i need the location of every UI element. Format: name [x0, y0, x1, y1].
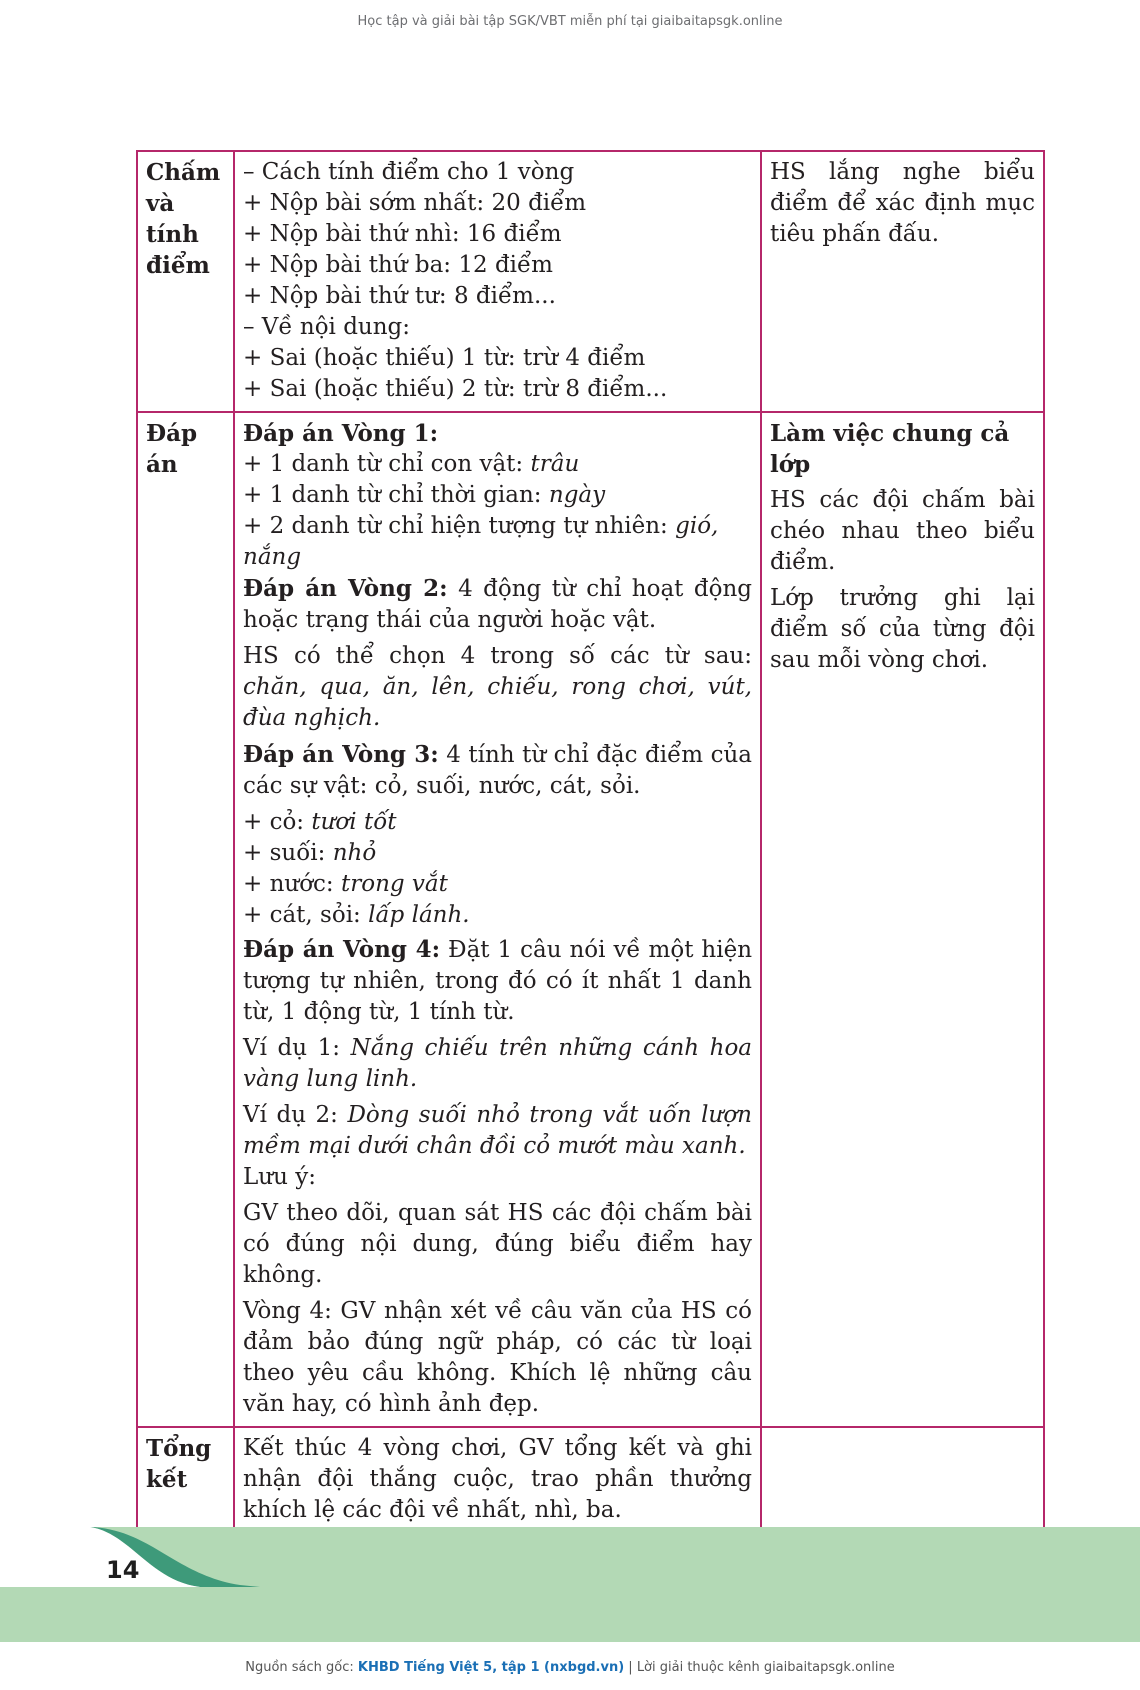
note-2: Vòng 4: GV nhận xét về câu văn của HS có đảm bảo đúng ngữ pháp, có các từ loại theo yêu cầu không. Khích lệ những câu văn hay, có hình ảnh đẹp. [243, 1298, 752, 1417]
round-3-text: Đáp án Vòng 3: 4 tính từ chỉ đặc điểm của các sự vật: cỏ, suối, nước, cát, sỏi. [243, 741, 752, 799]
content-cell [234, 1427, 761, 1533]
list-item: + Sai (hoặc thiếu) 2 từ: trừ 8 điểm... [243, 376, 668, 402]
note-1: GV theo dõi, quan sát HS các đội chấm bài có đúng nội dung, đúng biểu điểm hay không. [243, 1200, 752, 1288]
list-item: + suối: nhỏ [243, 840, 377, 866]
summary-text: Kết thúc 4 vòng chơi, GV tổng kết và ghi nhận đội thắng cuộc, trao phần thưởng khích lệ các đội về nhất, nhì, ba. [243, 1435, 752, 1523]
activity-text: HS các đội chấm bài chéo nhau theo biểu điểm. [770, 487, 1035, 575]
activity-cell [761, 151, 1044, 412]
list-item: + Nộp bài thứ tư: 8 điểm... [243, 283, 556, 309]
list-item: + 2 danh từ chỉ hiện tượng tự nhiên: gió, nắng [243, 513, 719, 570]
content-cell [234, 151, 761, 412]
table-row [137, 151, 1044, 412]
note-label: Lưu ý: [243, 1164, 316, 1190]
list-item: + 1 danh từ chỉ con vật: trâu [243, 451, 580, 477]
activity-text: Lớp trưởng ghi lại điểm số của từng đội sau mỗi vòng chơi. [770, 585, 1035, 673]
list-item: – Cách tính điểm cho 1 vòng [243, 159, 575, 185]
footer-note: Nguồn sách gốc: KHBD Tiếng Việt 5, tập 1 (nxbgd.vn) | Lời giải thuộc kênh giaibaitapsgk.online [245, 1660, 895, 1675]
content-cell [234, 412, 761, 1427]
list-item: + Nộp bài thứ ba: 12 điểm [243, 252, 553, 278]
lesson-table [136, 150, 1045, 1534]
activity-text: HS lắng nghe biểu điểm để xác định mục tiêu phấn đấu. [770, 159, 1035, 247]
list-item: + Nộp bài thứ nhì: 16 điểm [243, 221, 562, 247]
round-2-text: Đáp án Vòng 2: 4 động từ chỉ hoạt động hoặc trạng thái của người hoặc vật. [243, 575, 752, 633]
row-label: Tổng kết [137, 1427, 234, 1533]
list-item: + 1 danh từ chỉ thời gian: ngày [243, 482, 606, 508]
row-label: Đáp án [137, 412, 234, 1427]
activity-cell [761, 412, 1044, 1427]
example-2: Ví dụ 2: Dòng suối nhỏ trong vắt uốn lượn mềm mại dưới chân đồi cỏ mướt màu xanh. [243, 1102, 752, 1159]
table-row [137, 1427, 1044, 1533]
list-item: + Sai (hoặc thiếu) 1 từ: trừ 4 điểm [243, 345, 646, 371]
list-item: + cỏ: tươi tốt [243, 809, 397, 835]
page-number: 14 [106, 1556, 140, 1584]
activity-title: Làm việc chung cả lớp [770, 420, 1010, 478]
round-1-title: Đáp án Vòng 1: [243, 420, 439, 447]
header-note: Học tập và giải bài tập SGK/VBT miễn phí tại giaibaitapsgk.online [357, 14, 783, 29]
example-1: Ví dụ 1: Nắng chiếu trên những cánh hoa vàng lung linh. [243, 1035, 752, 1092]
source-link[interactable]: KHBD Tiếng Việt 5, tập 1 (nxbgd.vn) [357, 1660, 625, 1675]
table-row [137, 412, 1044, 1427]
list-item: + nước: trong vắt [243, 871, 448, 897]
list-item: + Nộp bài sớm nhất: 20 điểm [243, 190, 587, 216]
activity-cell [761, 1427, 1044, 1533]
round-4-text: Đáp án Vòng 4: Đặt 1 câu nói về một hiện tượng tự nhiên, trong đó có ít nhất 1 danh từ, 1 động từ, 1 tính từ. [243, 936, 753, 1025]
row-label: Chấm và tính điểm [137, 151, 234, 412]
list-item: + cát, sỏi: lấp lánh. [243, 902, 470, 928]
round-2-choices: HS có thể chọn 4 trong số các từ sau: chăn, qua, ăn, lên, chiếu, rong chơi, vút, đùa nghịch. [243, 643, 752, 731]
list-item: – Về nội dung: [243, 314, 411, 340]
